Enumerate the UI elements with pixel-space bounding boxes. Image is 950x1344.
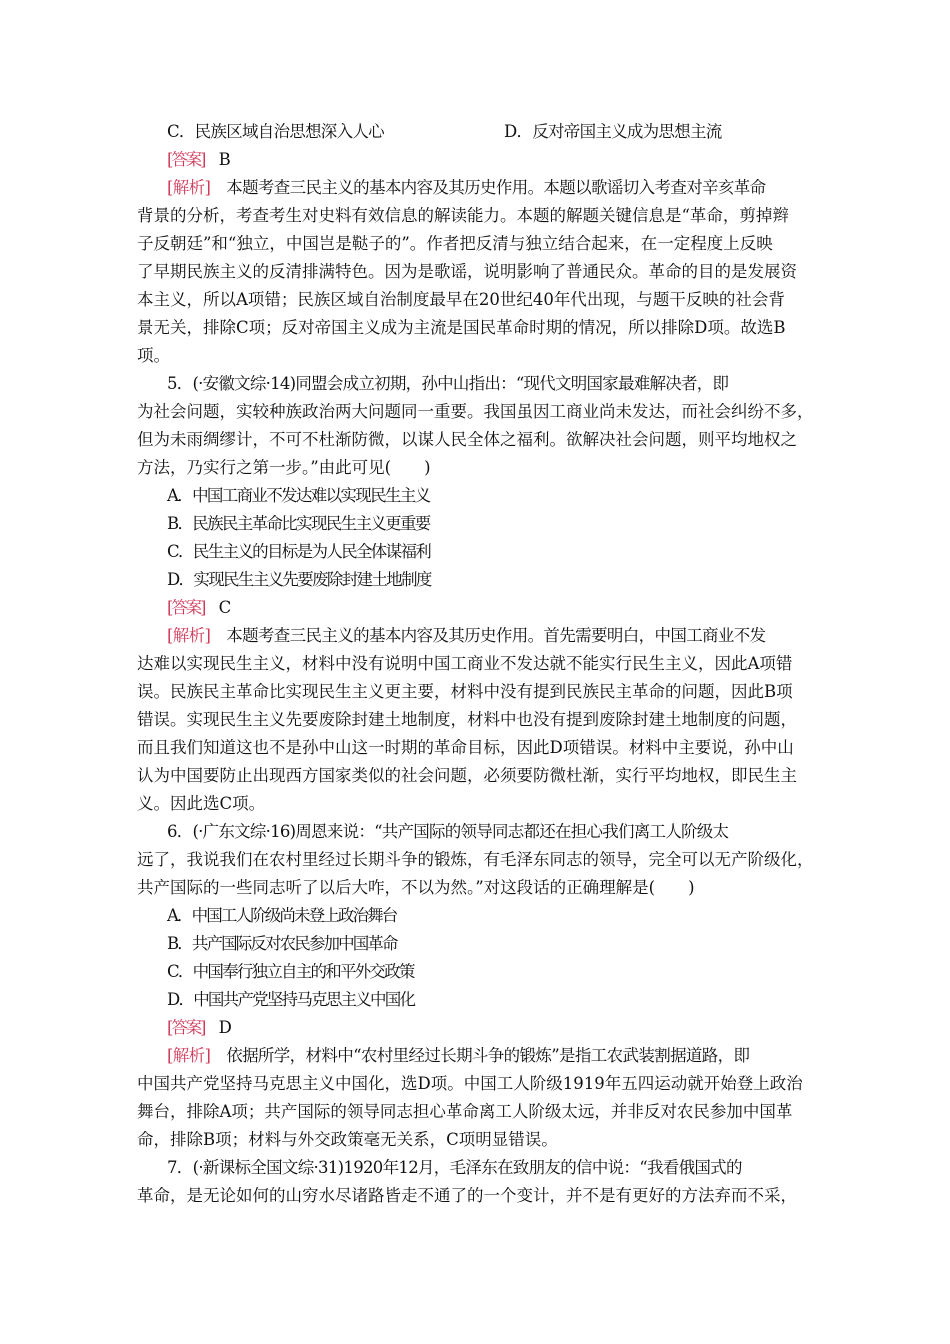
q6-option-a: A．中国工人阶级尚未登上政治舞台 (167, 906, 397, 925)
q5-analysis-line: 达难以实现民生主义，材料中没有说明中国工商业不发达就不能实行民生主义，因此A项错 (137, 654, 793, 673)
q5-stem-line: 方法，乃实行之第一步。”由此可见( ) (137, 458, 431, 477)
q4-analysis-line: 本主义，所以A项错；民族区域自治制度最早在20世纪40年代出现，与题干反映的社会背 (137, 290, 785, 309)
q5-option-d: D．实现民生主义先要废除封建土地制度 (167, 570, 431, 589)
q5-option-c: C．民生主义的目标是为人民全体谋福利 (167, 542, 431, 561)
q4-option-c: C．民族区域自治思想深入人心 (167, 122, 384, 141)
q4-answer (167, 146, 857, 174)
q4-analysis-line: 了早期民族主义的反清排满特色。因为是歌谣，说明影响了普通民众。革命的目的是发展资 (137, 262, 797, 281)
q4-options-row (167, 118, 857, 146)
answer-tag: [答案] (167, 598, 205, 617)
q6-analysis-line: 舞台，排除A项；共产国际的领导同志担心革命离工人阶级太远，并非反对农民参加中国革 (137, 1102, 793, 1121)
analysis-tag: [解析] (167, 178, 211, 197)
q6-answer (167, 1014, 857, 1042)
q6-option-c: C．中国奉行独立自主的和平外交政策 (167, 962, 414, 981)
q5-analysis-line: 认为中国要防止出现西方国家类似的社会问题，必须要防微杜渐，实行平均地权，即民生主 (137, 766, 797, 785)
q4-analysis-line: 项。 (137, 346, 170, 365)
q6-analysis-line: 命，排除B项；材料与外交政策毫无关系，C项明显错误。 (137, 1130, 558, 1149)
analysis-text: 本题考查三民主义的基本内容及其历史作用。本题以歌谣切入考查对辛亥革命 (226, 178, 766, 197)
q6-option-b: B．共产国际反对农民参加中国革命 (167, 934, 397, 953)
q6-option-d: D．中国共产党坚持马克思主义中国化 (167, 990, 415, 1009)
q5-option-a: A．中国工商业不发达难以实现民生主义 (167, 486, 430, 505)
analysis-text: 依据所学，材料中“农村里经过长期斗争的锻炼”是指工农武装割据道路，即 (226, 1046, 750, 1065)
answer-tag: [答案] (167, 150, 205, 169)
q4-analysis-line: 背景的分析，考查考生对史料有效信息的解读能力。本题的解题关键信息是“革命，剪掉辫 (137, 206, 789, 225)
q6-stem-line: 远了，我说我们在农村里经过长期斗争的锻炼，有毛泽东同志的领导，完全可以无产阶级化， (137, 850, 814, 869)
q4-analysis-line (167, 174, 857, 202)
q5-analysis-line: 义。因此选C项。 (137, 794, 266, 813)
q4-option-d: D．反对帝国主义成为思想主流 (504, 122, 722, 141)
q6-stem-line: 6．(·广东文综·16)周恩来说：“共产国际的领导同志都还在担心我们离工人阶级太 (167, 822, 729, 841)
q5-analysis-line: 错误。实现民生主义先要废除封建土地制度，材料中也没有提到废除封建土地制度的问题， (137, 710, 797, 729)
q5-analysis-line (167, 622, 857, 650)
analysis-text: 本题考查三民主义的基本内容及其历史作用。首先需要明白，中国工商业不发 (226, 626, 766, 645)
q5-analysis-line: 而且我们知道这也不是孙中山这一时期的革命目标，因此D项错误。材料中主要说，孙中山 (137, 738, 794, 757)
q5-option-b: B．民族民主革命比实现民生主义更重要 (167, 514, 430, 533)
q7-stem-line: 7．(·新课标全国文综·31)1920年12月，毛泽东在致朋友的信中说：“我看俄国式的 (167, 1158, 742, 1177)
answer-tag: [答案] (167, 1018, 205, 1037)
q5-stem-line: 5．(·安徽文综·14)同盟会成立初期，孙中山指出：“现代文明国家最难解决者，即 (167, 374, 729, 393)
q6-stem-line: 共产国际的一些同志听了以后大咋，不以为然。”对这段话的正确理解是( ) (137, 878, 695, 897)
q5-stem-line: 为社会问题，实较种族政治两大问题同一重要。我国虽因工商业尚未发达，而社会纠纷不多， (137, 402, 814, 421)
q6-analysis-line: 中国共产党坚持马克思主义中国化，选D项。中国工人阶级1919年五四运动就开始登上政治 (137, 1074, 803, 1093)
q4-analysis-line: 景无关，排除C项；反对帝国主义成为主流是国民革命时期的情况，所以排除D项。故选B (137, 318, 786, 337)
q6-analysis-line (167, 1042, 857, 1070)
q5-answer (167, 594, 857, 622)
q5-stem-line: 但为未雨绸缪计，不可不杜渐防微，以谋人民全体之福利。欲解决社会问题，则平均地权之 (137, 430, 797, 449)
analysis-tag: [解析] (167, 1046, 211, 1065)
answer-value: C (218, 598, 230, 617)
q4-analysis-line: 子反朝廷”和“独立，中国岂是鞑子的”。作者把反清与独立结合起来，在一定程度上反映 (137, 234, 773, 253)
q5-analysis-line: 误。民族民主革命比实现民生主义更主要，材料中没有提到民族民主革命的问题，因此B项 (137, 682, 793, 701)
q7-stem-line: 革命，是无论如何的山穷水尽诸路皆走不通了的一个变计，并不是有更好的方法弃而不采， (137, 1186, 797, 1205)
answer-value: B (218, 150, 229, 169)
analysis-tag: [解析] (167, 626, 211, 645)
answer-value: D (218, 1018, 230, 1037)
